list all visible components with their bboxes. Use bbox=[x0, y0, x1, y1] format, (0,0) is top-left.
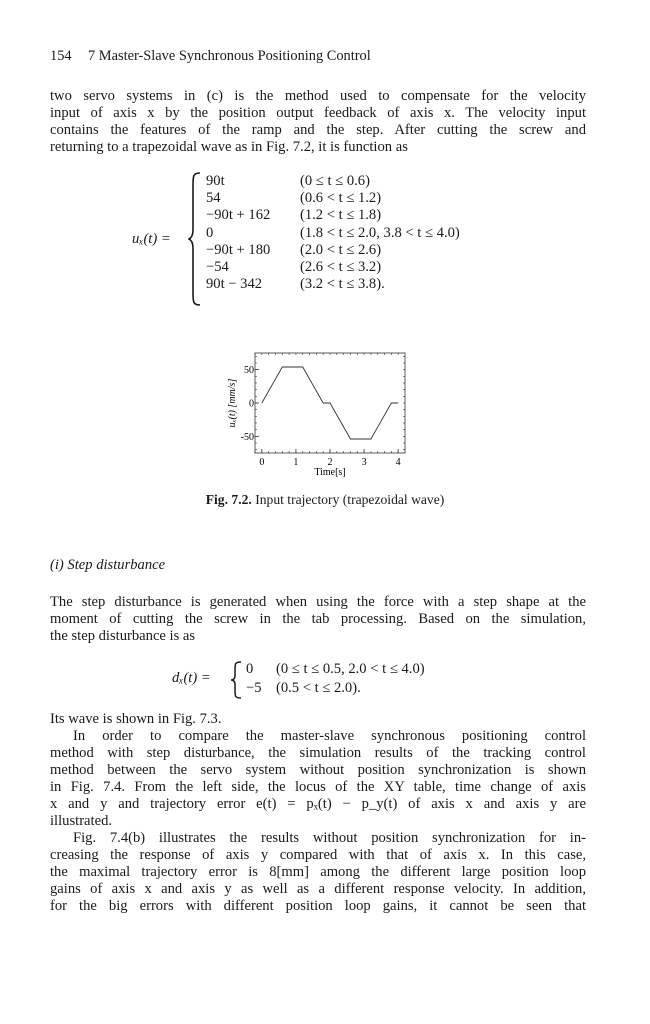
text-line: method between the servo system without position synchronization is shown bbox=[50, 762, 586, 778]
x-tick-label: 3 bbox=[361, 457, 367, 468]
section-title: (i) Step disturbance bbox=[50, 557, 166, 573]
text-line: contains the features of the ramp and the step. After cutting the screw and bbox=[50, 122, 586, 138]
equation-lhs: uₓ(t) = bbox=[132, 231, 171, 247]
case-expression: −5 bbox=[246, 680, 262, 696]
case-condition: (1.8 < t ≤ 2.0, 3.8 < t ≤ 4.0) bbox=[300, 224, 460, 241]
running-title: 7 Master-Slave Synchronous Positioning Control bbox=[88, 48, 371, 64]
caption-text: Input trajectory (trapezoidal wave) bbox=[251, 492, 445, 507]
case-condition: (1.2 < t ≤ 1.8) bbox=[300, 207, 382, 224]
y-tick-label: 50 bbox=[244, 365, 254, 377]
text-line: moment of cutting the screw in the tab processing. Based on the simulation, bbox=[50, 611, 586, 627]
trapezoidal-wave-chart bbox=[220, 345, 420, 480]
text-line: method with step disturbance, the simulation results of the tracking control bbox=[50, 745, 586, 761]
text-line: x and y and trajectory error e(t) = pₓ(t) − p_y(t) of axis x and axis y are bbox=[50, 796, 586, 812]
x-axis-label: Time[s] bbox=[314, 467, 346, 478]
y-axis-label: uₓ(t) [mm/s] bbox=[227, 378, 238, 428]
case-expression: 54 bbox=[206, 190, 221, 207]
equation-lhs: dₓ(t) = bbox=[172, 670, 211, 686]
case-condition: (3.2 < t ≤ 3.8). bbox=[300, 276, 385, 293]
case-condition: (0 ≤ t ≤ 0.6) bbox=[300, 173, 370, 189]
x-tick-label: 0 bbox=[259, 457, 265, 468]
case-condition: (0 ≤ t ≤ 0.5, 2.0 < t ≤ 4.0) bbox=[276, 661, 425, 677]
text-line: in Fig. 7.4. From the left side, the locus of the XY table, time change of axis bbox=[50, 779, 586, 795]
text-line: for the big errors with different position loop gains, it cannot be seen that bbox=[50, 898, 586, 914]
text-line: input of axis x by the position output feedback of axis x. The velocity input bbox=[50, 105, 586, 121]
text-line: returning to a trapezoidal wave as in Fig. 7.2, it is function as bbox=[50, 139, 408, 155]
figure-caption bbox=[0, 492, 650, 508]
case-condition: (2.0 < t ≤ 2.6) bbox=[300, 241, 382, 258]
text-line: The step disturbance is generated when using the force with a step shape at the bbox=[50, 594, 586, 610]
text-line: illustrated. bbox=[50, 813, 113, 829]
case-expression: 0 bbox=[206, 224, 214, 241]
case-expression: −54 bbox=[206, 259, 229, 275]
case-expression: −90t + 162 bbox=[206, 207, 271, 224]
case-condition: (0.5 < t ≤ 2.0). bbox=[276, 680, 361, 696]
case-expression: 90t − 342 bbox=[206, 276, 263, 293]
caption-label: Fig. 7.2. bbox=[205, 492, 252, 507]
case-expression: 0 bbox=[246, 661, 254, 677]
text-line: In order to compare the master-slave synchronous positioning control bbox=[73, 728, 586, 744]
case-condition: (0.6 < t ≤ 1.2) bbox=[300, 190, 382, 207]
case-expression: −90t + 180 bbox=[206, 241, 271, 258]
x-tick-label: 4 bbox=[395, 457, 401, 468]
text-line: two servo systems in (c) is the method used to compensate for the velocity bbox=[50, 88, 586, 104]
text-line: the maximal trajectory error is 8[mm] among the different large position loop bbox=[50, 864, 586, 880]
text-line: gains of axis x and axis y as well as a different response velocity. In addition, bbox=[50, 881, 586, 897]
left-brace-icon bbox=[230, 661, 242, 699]
left-brace-icon bbox=[188, 172, 202, 306]
page-number: 154 bbox=[50, 48, 72, 64]
series-line bbox=[262, 367, 398, 439]
text-line: creasing the response of axis y compared with that of axis x. In this case, bbox=[50, 847, 586, 863]
x-tick-label: 1 bbox=[293, 457, 299, 468]
case-condition: (2.6 < t ≤ 3.2) bbox=[300, 259, 382, 275]
y-tick-label: 0 bbox=[249, 398, 254, 410]
text-line: Fig. 7.4(b) illustrates the results without position synchronization for in- bbox=[73, 830, 586, 846]
case-expression: 90t bbox=[206, 173, 225, 189]
x-tick-label: 2 bbox=[327, 457, 333, 468]
y-tick-label: -50 bbox=[240, 431, 254, 443]
text-line: the step disturbance is as bbox=[50, 628, 196, 644]
text-line: Its wave is shown in Fig. 7.3. bbox=[50, 711, 222, 727]
